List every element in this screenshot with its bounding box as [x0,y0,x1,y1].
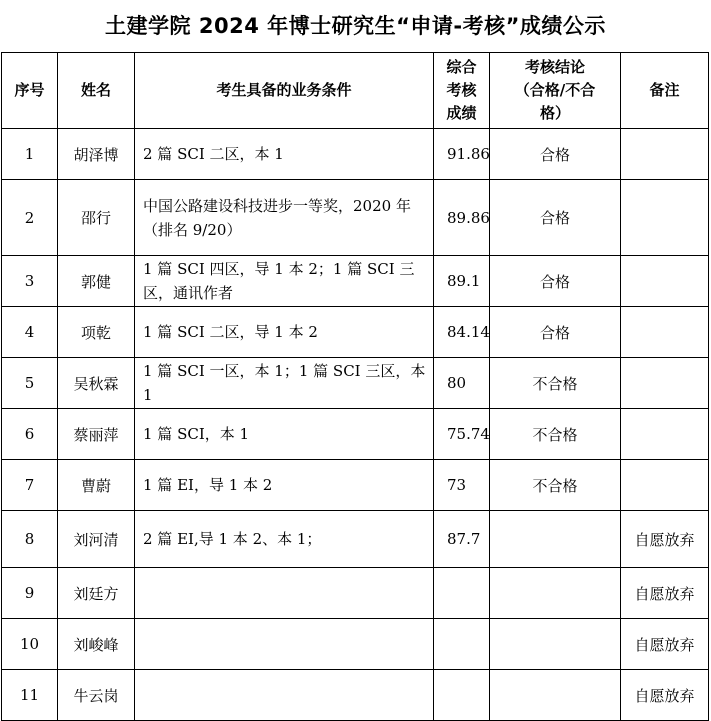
cell-name: 刘廷方 [58,568,135,619]
cell-result [490,511,621,568]
cell-name: 曹蔚 [58,460,135,511]
table-row [2,358,709,409]
cell-result: 合格 [490,256,621,307]
header-score-line3: 成绩 [446,104,477,122]
cell-name: 吴秋霖 [58,358,135,409]
cell-conditions [135,568,434,619]
table-row [2,670,709,721]
header-no: 序号 [2,53,58,129]
table-row [2,619,709,670]
cell-score: 84.14 [434,307,490,358]
cell-note: 自愿放弃 [621,568,709,619]
cell-score [434,670,490,721]
cell-conditions [135,670,434,721]
cell-note [621,409,709,460]
table-row [2,511,709,568]
cell-result [490,568,621,619]
cell-no: 11 [2,670,58,721]
cell-no: 4 [2,307,58,358]
table-row [2,409,709,460]
header-result-line3: 格） [539,104,570,122]
cell-score [434,568,490,619]
cell-score [434,619,490,670]
cell-note: 自愿放弃 [621,670,709,721]
cell-name: 项乾 [58,307,135,358]
table-row [2,129,709,180]
header-note: 备注 [621,53,709,129]
cell-note: 自愿放弃 [621,619,709,670]
cell-no: 6 [2,409,58,460]
cell-result: 合格 [490,307,621,358]
header-result [490,53,621,129]
header-score [434,53,490,129]
cell-conditions: 1 篇 SCI 一区，本 1；1 篇 SCI 三区，本 1 [135,358,434,409]
cell-conditions: 2 篇 SCI 二区，本 1 [135,129,434,180]
cell-conditions: 1 篇 SCI 四区，导 1 本 2；1 篇 SCI 三区，通讯作者 [135,256,434,307]
cell-conditions: 中国公路建设科技进步一等奖，2020 年（排名 9/20） [135,180,434,256]
page-title: 土建学院 2024 年博士研究生“申请-考核”成绩公示 [105,14,606,38]
cell-no: 7 [2,460,58,511]
cell-name: 刘峻峰 [58,619,135,670]
cell-no: 9 [2,568,58,619]
cell-name: 牛云岗 [58,670,135,721]
header-conditions: 考生具备的业务条件 [135,53,434,129]
cell-no: 3 [2,256,58,307]
cell-result: 不合格 [490,409,621,460]
cell-name: 胡泽博 [58,129,135,180]
table-row [2,256,709,307]
header-score-line2: 考核 [446,81,477,99]
cell-no: 5 [2,358,58,409]
cell-score: 91.86 [434,129,490,180]
cell-conditions [135,619,434,670]
cell-note [621,256,709,307]
cell-score: 89.1 [434,256,490,307]
cell-note [621,129,709,180]
cell-result: 合格 [490,129,621,180]
cell-name: 邵行 [58,180,135,256]
cell-score: 87.7 [434,511,490,568]
cell-no: 1 [2,129,58,180]
cell-score: 73 [434,460,490,511]
cell-no: 2 [2,180,58,256]
cell-name: 刘河清 [58,511,135,568]
cell-result: 不合格 [490,358,621,409]
cell-note: 自愿放弃 [621,511,709,568]
header-score-line1: 综合 [446,58,477,76]
cell-score: 75.74 [434,409,490,460]
header-result-line2: （合格/不合 [514,81,596,99]
header-row [2,53,709,129]
table-row [2,460,709,511]
cell-result [490,670,621,721]
cell-note [621,307,709,358]
cell-conditions: 2 篇 EI,导 1 本 2、本 1； [135,511,434,568]
cell-conditions: 1 篇 EI，导 1 本 2 [135,460,434,511]
cell-conditions: 1 篇 SCI，本 1 [135,409,434,460]
cell-note [621,460,709,511]
cell-name: 郭健 [58,256,135,307]
cell-result: 合格 [490,180,621,256]
cell-name: 蔡丽萍 [58,409,135,460]
table-row [2,568,709,619]
cell-result: 不合格 [490,460,621,511]
header-name: 姓名 [58,53,135,129]
cell-note [621,180,709,256]
results-table [1,52,709,721]
cell-result [490,619,621,670]
cell-no: 10 [2,619,58,670]
cell-score: 80 [434,358,490,409]
cell-note [621,358,709,409]
cell-score: 89.86 [434,180,490,256]
cell-conditions: 1 篇 SCI 二区，导 1 本 2 [135,307,434,358]
cell-no: 8 [2,511,58,568]
header-result-line1: 考核结论 [524,58,585,76]
table-row [2,180,709,256]
table-row [2,307,709,358]
